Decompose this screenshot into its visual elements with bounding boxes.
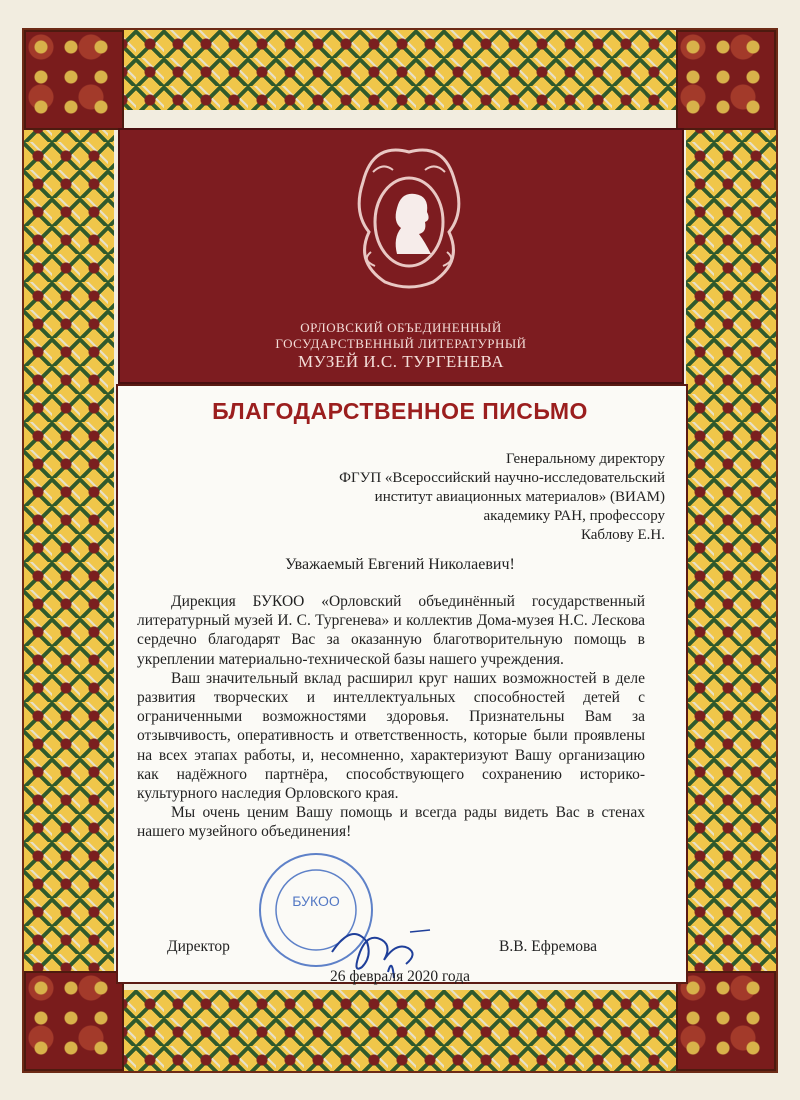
letter-body bbox=[137, 592, 645, 842]
museum-banner bbox=[118, 128, 684, 384]
addressee-line: академику РАН, профессору bbox=[483, 508, 665, 524]
addressee-line: Генеральному директору bbox=[505, 451, 665, 467]
addressee-line: ФГУП «Всероссийский научно-исследовательский bbox=[339, 470, 665, 486]
museum-name-line3: МУЗЕЙ И.С. ТУРГЕНЕВА bbox=[297, 352, 504, 371]
museum-name-line1: ОРЛОВСКИЙ ОБЪЕДИНЕННЫЙ bbox=[300, 320, 502, 335]
body-paragraph: Мы очень ценим Вашу помощь и всегда рады видеть Вас в стенах нашего музейного объединения! bbox=[137, 804, 645, 841]
addressee-line: Каблову Е.Н. bbox=[580, 527, 665, 543]
stamp-text: БУКОО bbox=[292, 893, 340, 909]
signatory-position: Директор bbox=[167, 938, 230, 955]
letter-date: 26 февраля 2020 года bbox=[329, 968, 471, 985]
museum-name-line2: ГОСУДАРСТВЕННЫЙ ЛИТЕРАТУРНЫЙ bbox=[275, 336, 527, 351]
body-paragraph: Дирекция БУКОО «Орловский объединённый государственный литературный музей И. С. Тургенева» и коллектив Дома-музея Н.С. Лескова сердечно благодарят Вас за оказанную благотворительную помощь в укреплении материально-технической базы нашего учреждения. bbox=[137, 593, 645, 668]
greeting: Уважаемый Евгений Николаевич! bbox=[285, 556, 515, 573]
addressee-line: институт авиационных материалов» (ВИАМ) bbox=[374, 489, 665, 505]
letter-title: БЛАГОДАРСТВЕННОЕ ПИСЬМО bbox=[212, 398, 588, 424]
addressee-block bbox=[339, 450, 665, 545]
body-paragraph: Ваш значительный вклад расширил круг наших возможностей в деле развития творческих и интеллектуальных способностей детей с ограниченными возможностями здоровья. Признательны Вам за отзывчивость, оперативность и ответственность, которые были проявлены на всех этапах работы, и, несомненно, характеризуют Вашу организацию как надёжного партнёра, способствующего сохранению историко-культурного наследия Орловского края. bbox=[137, 669, 645, 803]
portrait-cameo-icon bbox=[353, 142, 465, 292]
signatory-name: В.В. Ефремова bbox=[499, 938, 597, 955]
